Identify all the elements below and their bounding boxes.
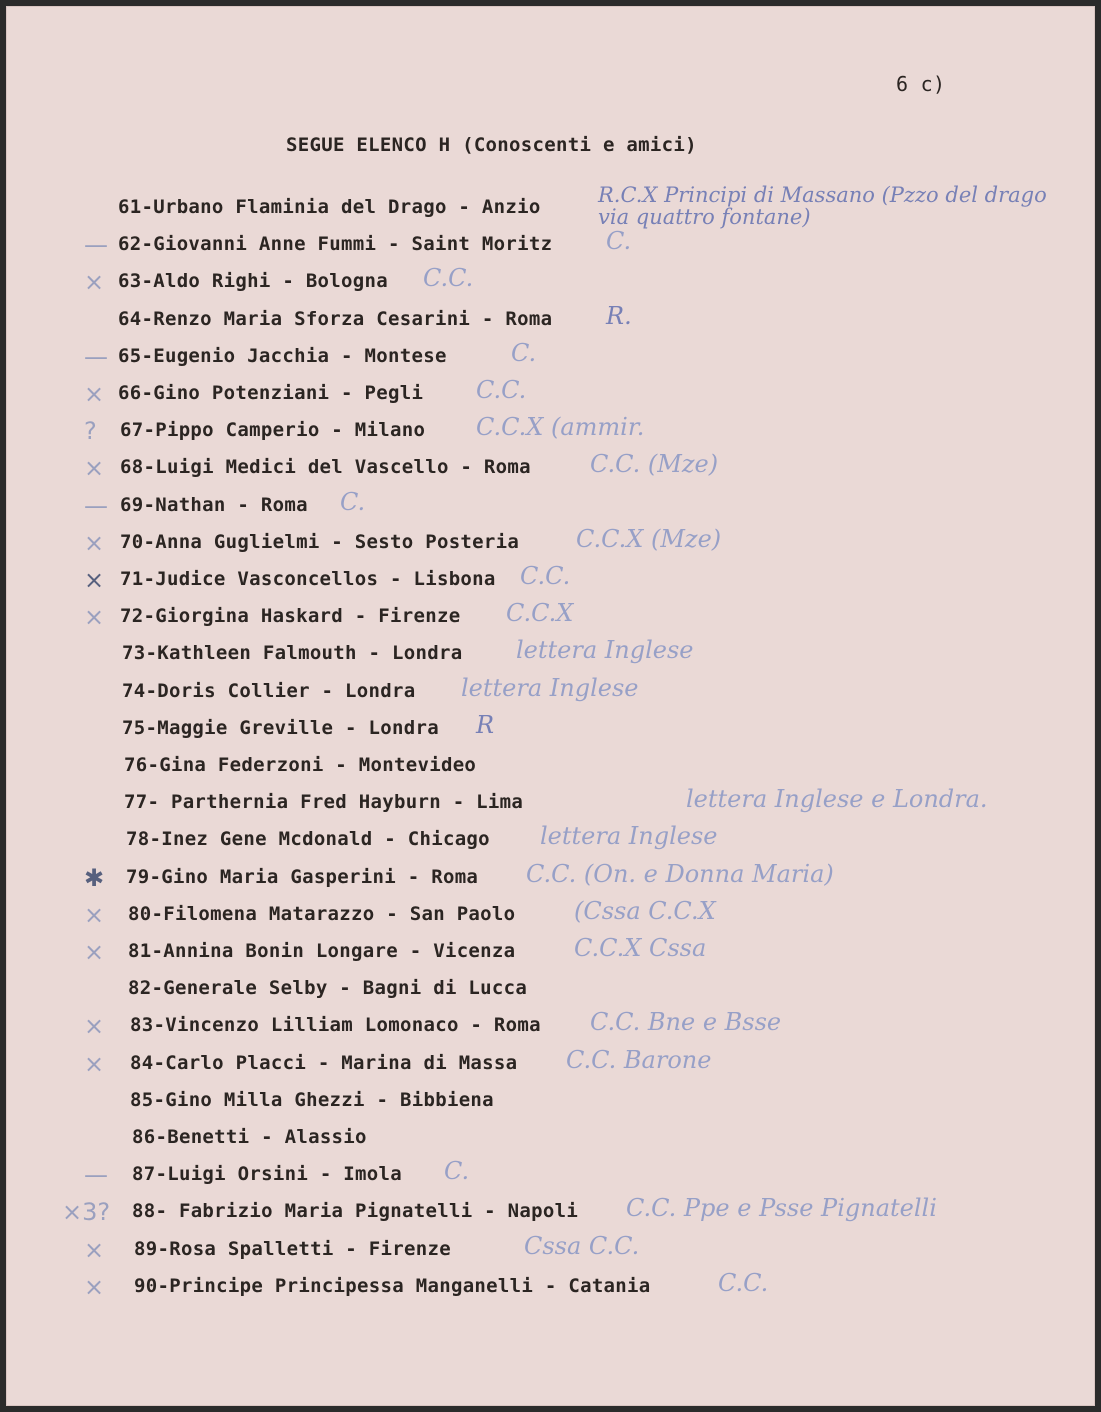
entry-text: 74-Doris Collier - Londra — [122, 679, 416, 702]
handwritten-note: C.C.X (ammir. — [476, 413, 645, 442]
margin-mark: × — [84, 1272, 105, 1301]
entry-text: 62-Giovanni Anne Fummi - Saint Moritz — [118, 233, 553, 256]
list-item — [6, 599, 1095, 635]
list-item — [6, 897, 1095, 933]
handwritten-note: C. — [340, 487, 366, 516]
list-item — [6, 860, 1095, 896]
list-item — [6, 1269, 1095, 1305]
margin-mark: × — [84, 1012, 105, 1041]
entry-text: 79-Gino Maria Gasperini - Roma — [126, 865, 479, 888]
entry-text: 73-Kathleen Falmouth - Londra — [122, 642, 463, 665]
list-item — [6, 711, 1095, 747]
list-item — [6, 636, 1095, 672]
handwritten-note: lettera Inglese — [516, 636, 694, 665]
entry-text: 90-Principe Principessa Manganelli - Catania — [134, 1274, 651, 1297]
entry-text: 78-Inez Gene Mcdonald - Chicago — [126, 828, 490, 851]
page-title: SEGUE ELENCO H (Conoscenti e amici) — [286, 134, 697, 156]
list-item — [6, 971, 1095, 1007]
list-item — [6, 1120, 1095, 1156]
list-item — [6, 264, 1095, 300]
margin-mark: — — [84, 491, 108, 520]
handwritten-note: C.C. Ppe e Psse Pignatelli — [626, 1194, 937, 1223]
handwritten-note: C.C. (On. e Donna Maria) — [526, 859, 834, 888]
margin-mark: × — [84, 1235, 105, 1264]
entry-text: 83-Vincenzo Lilliam Lomonaco - Roma — [130, 1014, 541, 1037]
margin-mark: × — [84, 900, 105, 929]
list-item — [6, 1046, 1095, 1082]
list-item — [6, 525, 1095, 561]
list-item — [6, 339, 1095, 375]
list-item — [6, 450, 1095, 486]
list-item — [6, 1008, 1095, 1044]
entry-text: 72-Giorgina Haskard - Firenze — [120, 605, 461, 628]
entry-text: 89-Rosa Spalletti - Firenze — [134, 1237, 451, 1260]
entry-text: 65-Eugenio Jacchia - Montese — [118, 344, 447, 367]
margin-mark: × — [84, 268, 105, 297]
handwritten-note: C.C. — [718, 1268, 769, 1297]
entry-text: 68-Luigi Medici del Vascello - Roma — [120, 456, 531, 479]
margin-mark: — — [84, 231, 108, 260]
margin-mark: × — [84, 938, 105, 966]
handwritten-note: lettera Inglese e Londra. — [686, 785, 988, 814]
list-item — [6, 488, 1095, 524]
entry-text: 75-Maggie Greville - Londra — [122, 716, 439, 739]
margin-mark: × — [84, 566, 105, 594]
handwritten-note: C. — [511, 338, 537, 367]
list-item — [6, 785, 1095, 821]
margin-mark: × — [84, 1049, 105, 1078]
entry-text: 69-Nathan - Roma — [120, 493, 308, 516]
entry-text: 76-Gina Federzoni - Montevideo — [124, 754, 477, 776]
entry-text: 84-Carlo Placci - Marina di Massa — [130, 1051, 518, 1074]
page-number: 6 c) — [896, 72, 946, 96]
handwritten-note: C.C. (Mze) — [590, 450, 719, 479]
entry-text: 85-Gino Milla Ghezzi - Bibbiena — [130, 1088, 494, 1111]
entry-text: 63-Aldo Righi - Bologna — [118, 270, 388, 293]
list-item — [6, 227, 1095, 263]
handwritten-note: C.C. Barone — [566, 1045, 712, 1074]
margin-mark: × — [84, 603, 105, 632]
margin-mark: ×3? — [62, 1198, 111, 1227]
handwritten-note: R — [476, 710, 495, 739]
handwritten-note: lettera Inglese — [461, 673, 639, 702]
handwritten-note: C.C. — [423, 264, 474, 293]
list-item — [6, 562, 1095, 598]
handwritten-note: R. — [606, 301, 632, 330]
margin-mark: — — [84, 1161, 108, 1190]
handwritten-note: lettera Inglese — [540, 822, 718, 851]
list-item — [6, 413, 1095, 449]
entry-text: 66-Gino Potenziani - Pegli — [118, 382, 424, 404]
entry-text: 64-Renzo Maria Sforza Cesarini - Roma — [118, 307, 553, 330]
entry-text: 77- Parthernia Fred Hayburn - Lima — [124, 791, 524, 814]
margin-mark: ? — [84, 417, 97, 446]
handwritten-note: (Cssa C.C.X — [574, 896, 716, 925]
list-item — [6, 674, 1095, 710]
list-item — [6, 822, 1095, 858]
margin-mark: ✱ — [84, 863, 105, 892]
entry-text: 80-Filomena Matarazzo - San Paolo — [128, 902, 516, 925]
handwritten-note: C.C. Bne e Bsse — [590, 1008, 782, 1037]
margin-mark: × — [84, 380, 105, 408]
handwritten-note: C.C.X (Mze) — [576, 524, 722, 553]
margin-mark: — — [84, 342, 108, 371]
entry-text: 87-Luigi Orsini - Imola — [132, 1163, 402, 1186]
list-item — [6, 1232, 1095, 1268]
entry-text: 67-Pippo Camperio - Milano — [120, 419, 426, 442]
list-item — [6, 748, 1095, 784]
document-page — [6, 6, 1095, 1406]
list-item — [6, 183, 1095, 229]
handwritten-note: C. — [444, 1157, 470, 1186]
handwritten-note: C. — [606, 227, 632, 256]
list-item — [6, 1157, 1095, 1193]
list-item — [6, 376, 1095, 412]
entry-text: 86-Benetti - Alassio — [132, 1126, 367, 1148]
handwritten-note: C.C. — [520, 562, 571, 590]
handwritten-note: C.C. — [476, 376, 527, 404]
entry-text: 88- Fabrizio Maria Pignatelli - Napoli — [132, 1200, 579, 1223]
margin-mark: × — [84, 454, 105, 483]
list-item — [6, 1194, 1095, 1230]
list-item — [6, 302, 1095, 338]
margin-mark: × — [84, 528, 105, 557]
handwritten-note: R.C.X Principi di Massano (Pzzo del drago via quattro fontane) — [598, 183, 1047, 229]
list-item — [6, 934, 1095, 970]
handwritten-note: C.C.X — [506, 599, 574, 628]
entry-text: 82-Generale Selby - Bagni di Lucca — [128, 977, 528, 1000]
entry-text: 70-Anna Guglielmi - Sesto Posteria — [120, 530, 520, 553]
entry-text: 81-Annina Bonin Longare - Vicenza — [128, 940, 516, 962]
handwritten-note: C.C.X Cssa — [574, 934, 707, 962]
list-item — [6, 1083, 1095, 1119]
handwritten-note: Cssa C.C. — [524, 1231, 640, 1260]
entry-text: 61-Urbano Flaminia del Drago - Anzio — [118, 196, 541, 218]
entry-text: 71-Judice Vasconcellos - Lisbona — [120, 568, 496, 590]
